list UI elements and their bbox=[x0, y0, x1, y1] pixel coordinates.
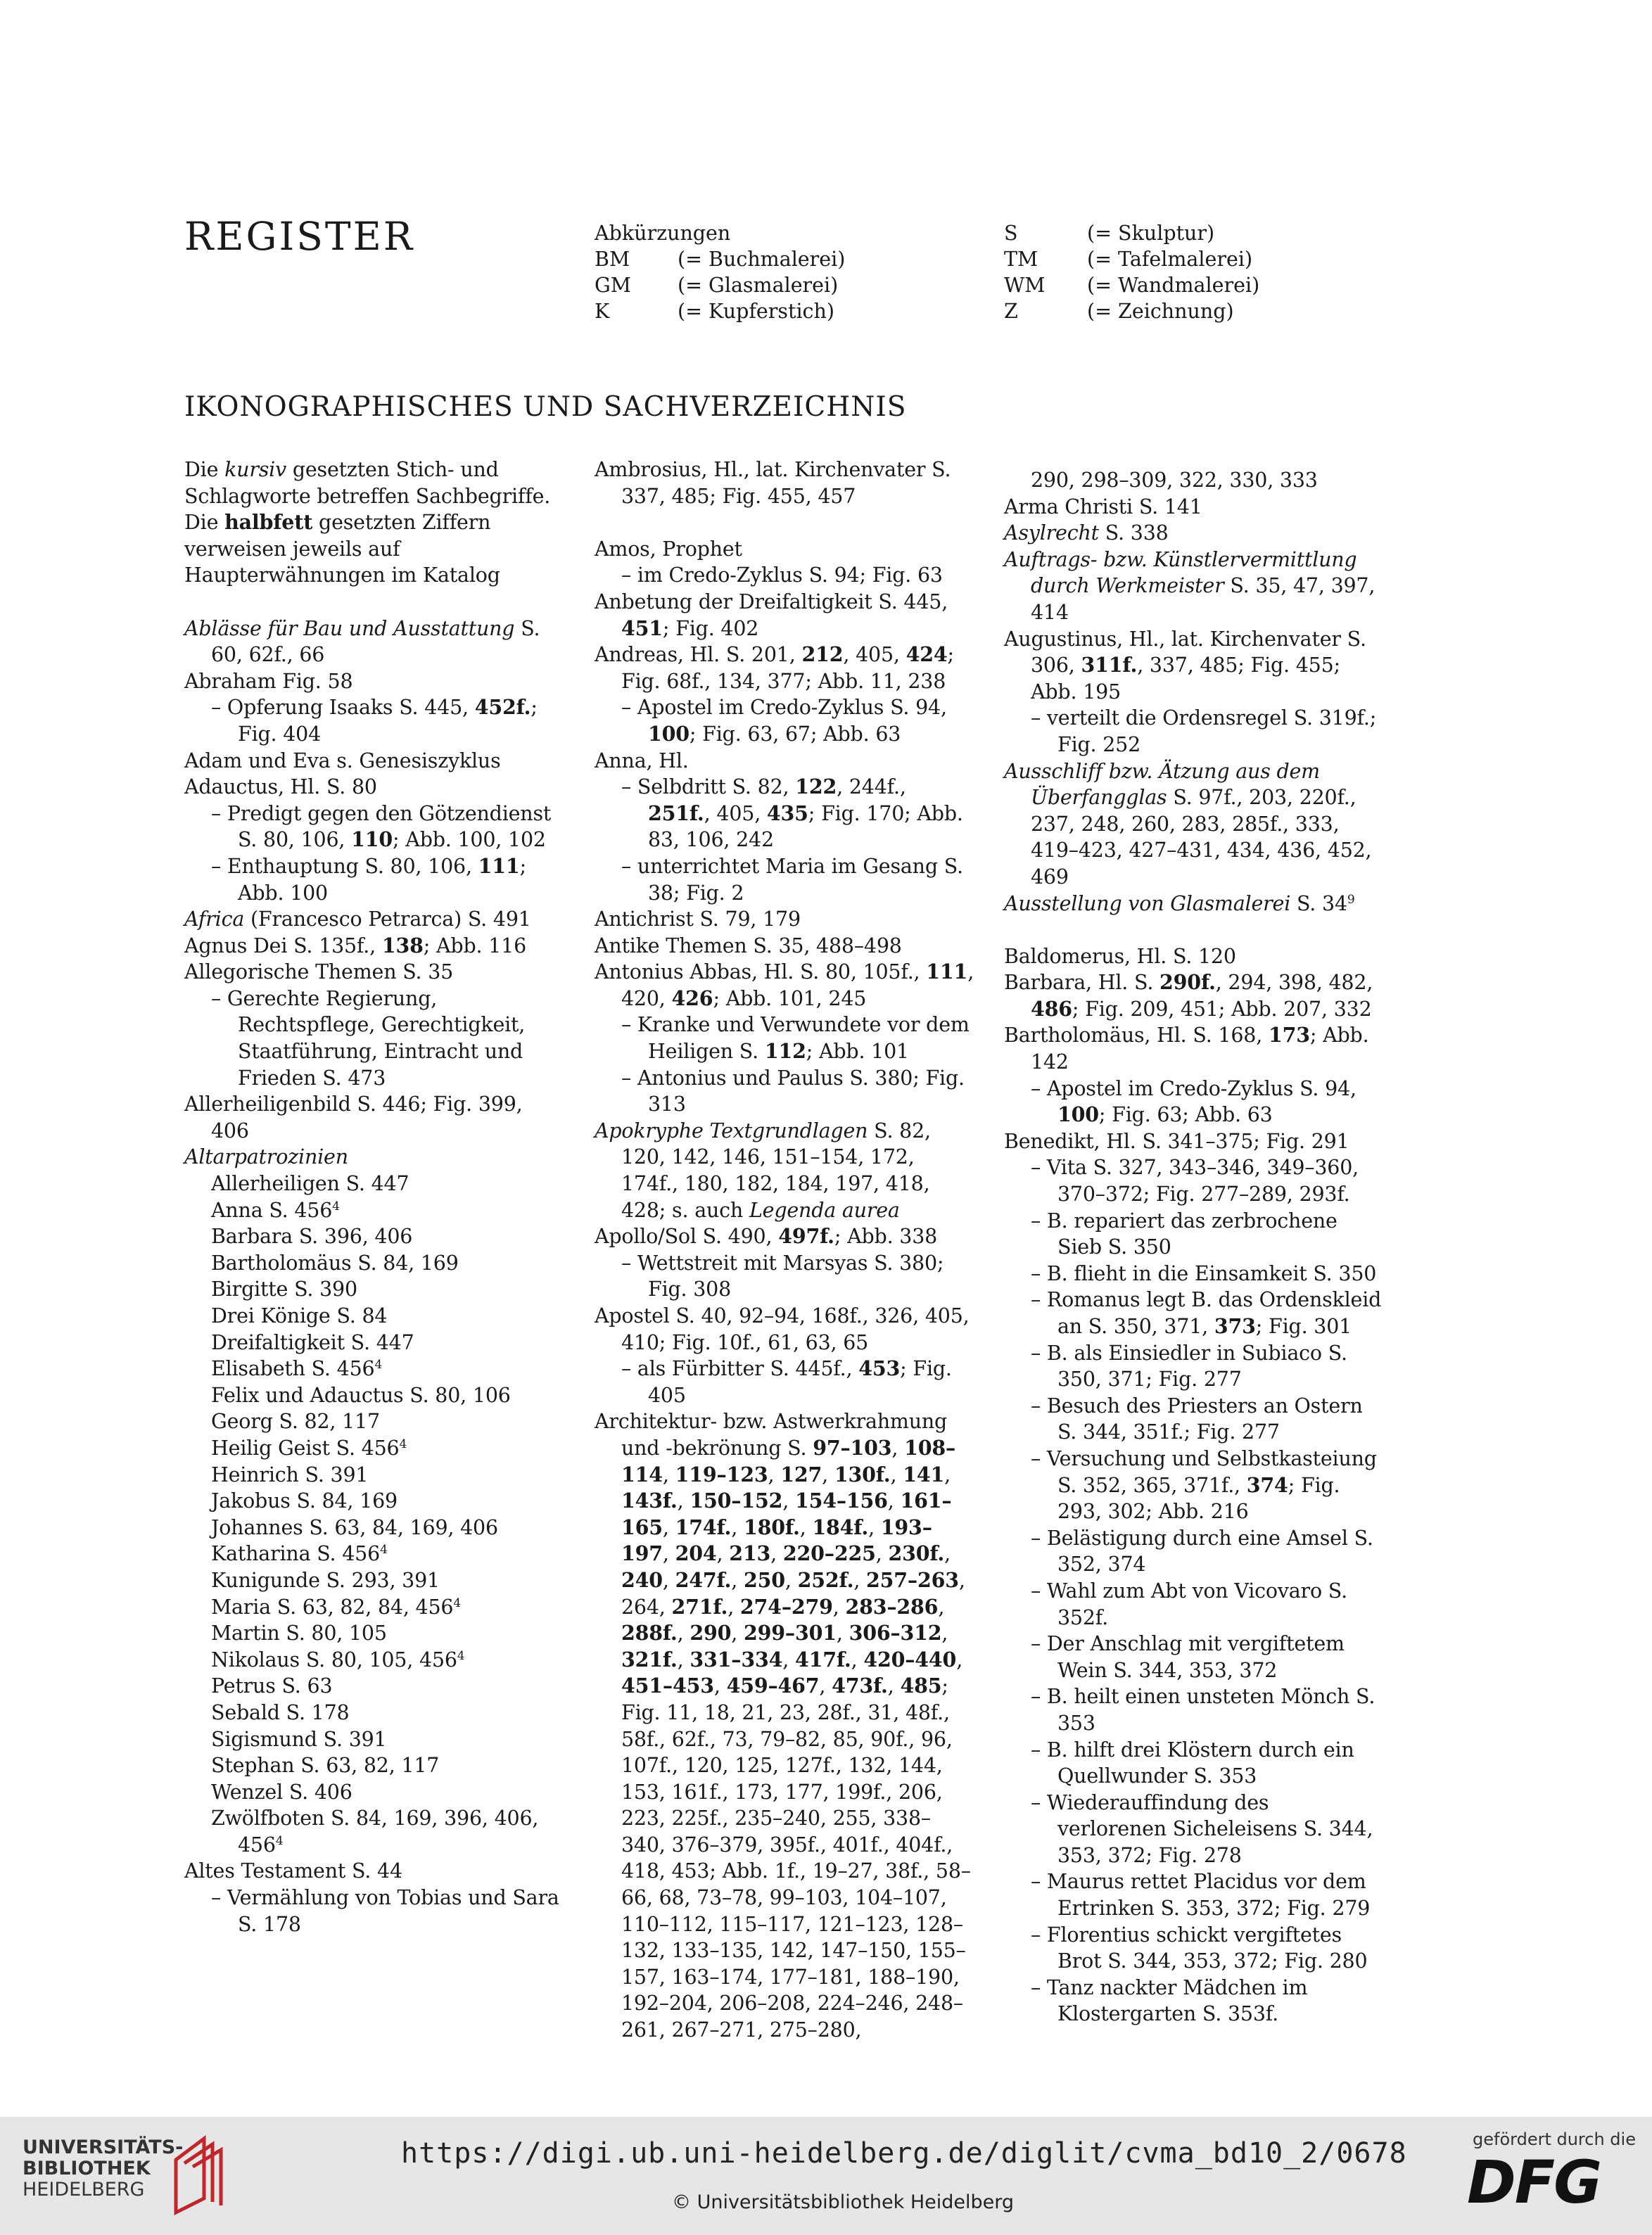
abbreviations-left bbox=[595, 220, 845, 324]
dfg-logo: DFG bbox=[1467, 2148, 1601, 2217]
index-entry: Antike Themen S. 35, 488–498 bbox=[595, 934, 902, 957]
permalink-url[interactable]: https://digi.ub.uni-heidelberg.de/diglit/cvma_bd10_2/0678 bbox=[401, 2137, 1407, 2170]
index-entry: Sebald S. 178 bbox=[211, 1700, 350, 1724]
index-entry: – Apostel im Credo-Zyklus S. 94, 100; Fig. 63, 67; Abb. 63 bbox=[621, 696, 947, 746]
index-entry: Maria S. 63, 82, 84, $456^4$ bbox=[211, 1595, 462, 1619]
index-entry: Anna, Hl. bbox=[595, 749, 689, 772]
index-entry: Martin S. 80, 105 bbox=[211, 1622, 387, 1645]
index-entry: – Selbdritt S. 82, 122, 244f., 251f., 405, 435; Fig. 170; Abb. 83, 106, 242 bbox=[621, 775, 963, 852]
index-entry: Ablässe für Bau und Ausstattung S. 60, 62f., 66 bbox=[184, 616, 540, 667]
index-entry: – Maurus rettet Placidus vor dem Ertrinken S. 353, 372; Fig. 279 bbox=[1031, 1870, 1371, 1921]
index-column-2 bbox=[595, 457, 974, 2044]
index-entry: Benedikt, Hl. S. 341–375; Fig. 291 bbox=[1004, 1129, 1349, 1153]
index-entry: Bartholomäus S. 84, 169 bbox=[211, 1251, 459, 1275]
index-entry: Architektur- bzw. Astwerkrahmung und -bekrönung S. 97–103, 108–114, 119–123, 127, 130f., 141, 143f., 150–152, 154–156, 161–165, 174f., 180f., 184f., 193–197, 204, 213, 220–225, 230f., 240, 247f., 250, 252f., 257–263, 264, 271f., 274–279, 283–286, 288f., 290, 299–301, 306–312, 321f., 331–334, 417f., 420–440, 451–453, 459–467, 473f., 485; Fig. 11, 18, 21, 23, 28f., 31, 48f., 58f., 62f., 73, 79–82, 85, 90f., 96, 107f., 120, 125, 127f., 132, 144, 153, 161f., 173, 177, 199f., 206, 223, 225f., 235–240, 255, 338–340, 376–379, 395f., 401f., 404f., 418, 453; Abb. 1f., 19–27, 38f., 58–66, 68, 73–78, 99–103, 104–107, 110–112, 115–117, 121–123, 128–132, 133–135, 142, 147–150, 155–157, 163–174, 177–181, 188–190, 192–204, 206–208, 224–246, 248–261, 267–271, 275–280, bbox=[595, 1410, 971, 2042]
index-entry: Abraham Fig. 58 bbox=[184, 669, 353, 693]
index-entry: – Enthauptung S. 80, 106, 111; Abb. 100 bbox=[211, 853, 526, 905]
index-entry: – Besuch des Priesters an Ostern S. 344, 351f.; Fig. 277 bbox=[1031, 1394, 1363, 1444]
index-entry: – Tanz nackter Mädchen im Klostergarten S. 353f. bbox=[1031, 1975, 1308, 2026]
index-entry: – Vermählung von Tobias und Sara S. 178 bbox=[211, 1886, 559, 1936]
index-entry: Johannes S. 63, 84, 169, 406 bbox=[211, 1515, 498, 1539]
index-entry: Nikolaus S. 80, 105, $456^4$ bbox=[211, 1648, 465, 1672]
index-entry: – B. hilft drei Klöstern durch ein Quellwunder S. 353 bbox=[1031, 1738, 1354, 1788]
footer-bar bbox=[0, 2117, 1652, 2235]
index-entry: – Vita S. 327, 343–346, 349–360, 370–372; Fig. 277–289, 293f. bbox=[1031, 1156, 1359, 1206]
abbreviation-row: BM (= Buchmalerei) bbox=[595, 248, 846, 271]
index-entry: Allegorische Themen S. 35 bbox=[184, 960, 454, 984]
index-entry: – B. flieht in die Einsamkeit S. 350 bbox=[1031, 1261, 1377, 1285]
intro-note: Die kursiv gesetzten Stich- und Schlagworte betreffen Sachbegriffe. Die halbfett gesetzten Ziffern verweisen jeweils auf Haupterwähnungen im Katalog bbox=[184, 458, 551, 587]
index-entry: Drei Könige S. 84 bbox=[211, 1304, 388, 1327]
index-entry: – als Fürbitter S. 445f., 453; Fig. 405 bbox=[621, 1356, 952, 1407]
index-entry: Antonius Abbas, Hl. S. 80, 105f., 111, 420, 426; Abb. 101, 245 bbox=[595, 960, 974, 1010]
index-entry: Katharina S. $456^4$ bbox=[211, 1542, 388, 1566]
index-entry: Ausschliff bzw. Ätzung aus dem Überfangglas S. 97f., 203, 220f., 237, 248, 260, 283, 285f., 333, 419–423, 427–431, 434, 436, 452, 469 bbox=[1004, 759, 1372, 889]
index-entry: – Wiederauffindung des verlorenen Sicheleisens S. 344, 353, 372; Fig. 278 bbox=[1031, 1790, 1373, 1867]
index-entry: Zwölfboten S. 84, 169, 396, 406, $456^4$ bbox=[211, 1807, 539, 1857]
index-entry: Arma Christi S. 141 bbox=[1004, 495, 1202, 518]
index-entry: Ambrosius, Hl., lat. Kirchenvater S. 337, 485; Fig. 455, 457 bbox=[595, 458, 951, 508]
index-entry: Adam und Eva s. Genesiszyklus bbox=[184, 749, 501, 772]
abbreviation-row: TM (= Tafelmalerei) bbox=[1004, 248, 1253, 271]
index-entry: Asylrecht S. 338 bbox=[1004, 521, 1169, 545]
index-entry: Birgitte S. 390 bbox=[211, 1278, 357, 1301]
index-entry: Stephan S. 63, 82, 117 bbox=[211, 1754, 440, 1778]
index-entry: Altarpatrozinien bbox=[184, 1145, 348, 1169]
index-column-1 bbox=[184, 457, 564, 1937]
library-logo-icon bbox=[169, 2132, 232, 2216]
index-entry: – Apostel im Credo-Zyklus S. 94, 100; Fig. 63; Abb. 63 bbox=[1031, 1076, 1356, 1127]
index-entry: – Wahl zum Abt von Vicovaro S. 352f. bbox=[1031, 1579, 1347, 1629]
abbreviation-row: K (= Kupferstich) bbox=[595, 300, 834, 323]
library-logo-text: UNIVERSITÄTS- BIBLIOTHEK HEIDELBERG bbox=[23, 2137, 184, 2201]
index-entry: – im Credo-Zyklus S. 94; Fig. 63 bbox=[621, 563, 943, 587]
index-entry: – Florentius schickt vergiftetes Brot S. 344, 353, 372; Fig. 280 bbox=[1031, 1923, 1368, 1973]
index-entry: Adauctus, Hl. S. 80 bbox=[184, 775, 377, 799]
index-entry: Agnus Dei S. 135f., 138; Abb. 116 bbox=[184, 933, 527, 957]
index-entry: Amos, Prophet bbox=[595, 537, 742, 561]
section-heading: IKONOGRAPHISCHES UND SACHVERZEICHNIS bbox=[184, 391, 907, 423]
index-entry: – B. als Einsiedler in Subiaco S. 350, 371; Fig. 277 bbox=[1031, 1341, 1347, 1392]
index-entry: Sigismund S. 391 bbox=[211, 1727, 387, 1751]
index-entry: Heinrich S. 391 bbox=[211, 1463, 369, 1486]
abbreviation-row: GM (= Glasmalerei) bbox=[595, 274, 839, 297]
index-entry: Allerheiligen S. 447 bbox=[211, 1172, 409, 1196]
index-entry: Barbara, Hl. S. 290f., 294, 398, 482, 486; Fig. 209, 451; Abb. 207, 332 bbox=[1004, 970, 1373, 1021]
index-entry: 290, 298–309, 322, 330, 333 bbox=[1031, 469, 1318, 492]
index-entry: – Opferung Isaaks S. 445, 452f.; Fig. 404 bbox=[211, 695, 538, 746]
index-entry: Heilig Geist S. $456^4$ bbox=[211, 1436, 407, 1460]
index-entry: Anbetung der Dreifaltigkeit S. 445, 451; Fig. 402 bbox=[595, 590, 948, 640]
index-entry: – Gerechte Regierung, Rechtspflege, Gerechtigkeit, Staatführung, Eintracht und Frieden S. 473 bbox=[211, 986, 526, 1090]
index-entry: – Kranke und Verwundete vor dem Heiligen S. 112; Abb. 101 bbox=[621, 1013, 970, 1064]
index-column-3 bbox=[1004, 467, 1384, 2027]
index-entry: – verteilt die Ordensregel S. 319f.; Fig. 252 bbox=[1031, 706, 1377, 756]
index-entry: Africa (Francesco Petrarca) S. 491 bbox=[184, 908, 531, 931]
abbreviation-row: S (= Skulptur) bbox=[1004, 222, 1215, 245]
index-entry: – Antonius und Paulus S. 380; Fig. 313 bbox=[621, 1066, 965, 1116]
page-title: REGISTER bbox=[184, 214, 415, 259]
index-entry: Petrus S. 63 bbox=[211, 1674, 333, 1698]
index-entry: Kunigunde S. 293, 391 bbox=[211, 1568, 440, 1592]
index-entry: Wenzel S. 406 bbox=[211, 1780, 352, 1804]
abbreviation-row: Z (= Zeichnung) bbox=[1004, 300, 1234, 323]
index-entry: Bartholomäus, Hl. S. 168, 173; Abb. 142 bbox=[1004, 1023, 1369, 1074]
index-entry: Ausstellung von Glasmalerei S. $34^9$ bbox=[1004, 891, 1355, 915]
index-entry: – Predigt gegen den Götzendienst S. 80, 106, 110; Abb. 100, 102 bbox=[211, 801, 552, 852]
index-entry: Dreifaltigkeit S. 447 bbox=[211, 1330, 414, 1354]
index-entry: – Wettstreit mit Marsyas S. 380; Fig. 308 bbox=[621, 1251, 944, 1301]
index-entry: Barbara S. 396, 406 bbox=[211, 1225, 413, 1249]
index-entry: Auftrags- bzw. Künstlervermittlung durch Werkmeister S. 35, 47, 397, 414 bbox=[1004, 547, 1375, 624]
index-entry: Apostel S. 40, 92–94, 168f., 326, 405, 410; Fig. 10f., 61, 63, 65 bbox=[595, 1304, 970, 1354]
index-entry: Apollo/Sol S. 490, 497f.; Abb. 338 bbox=[595, 1224, 938, 1249]
index-entry: – Romanus legt B. das Ordenskleid an S. 350, 371, 373; Fig. 301 bbox=[1031, 1288, 1382, 1338]
index-entry: Felix und Adauctus S. 80, 106 bbox=[211, 1383, 511, 1407]
funding-note: gefördert durch die bbox=[1473, 2129, 1636, 2149]
index-entry: Baldomerus, Hl. S. 120 bbox=[1004, 944, 1236, 968]
index-entry: Jakobus S. 84, 169 bbox=[211, 1489, 398, 1513]
index-entry: Apokryphe Textgrundlagen S. 82, 120, 142, 146, 151–154, 172, 174f., 180, 182, 184, 197, 418, 428; s. auch Legenda aurea bbox=[595, 1119, 931, 1222]
index-entry: Allerheiligenbild S. 446; Fig. 399, 406 bbox=[184, 1093, 523, 1142]
index-entry: – Der Anschlag mit vergiftetem Wein S. 344, 353, 372 bbox=[1031, 1632, 1345, 1682]
index-entry: – Belästigung durch eine Amsel S. 352, 374 bbox=[1031, 1526, 1373, 1577]
index-entry: – B. repariert das zerbrochene Sieb S. 350 bbox=[1031, 1209, 1338, 1259]
index-entry: – Versuchung und Selbstkasteiung S. 352, 365, 371f., 374; Fig. 293, 302; Abb. 216 bbox=[1031, 1446, 1377, 1524]
copyright-notice: © Universitätsbibliothek Heidelberg bbox=[672, 2191, 1015, 2213]
index-entry: Georg S. 82, 117 bbox=[211, 1410, 380, 1434]
abbreviations-heading: Abkürzungen bbox=[595, 222, 731, 245]
index-entry: Augustinus, Hl., lat. Kirchenvater S. 306, 311f., 337, 485; Fig. 455; Abb. 195 bbox=[1004, 627, 1366, 703]
index-entry: Antichrist S. 79, 179 bbox=[595, 908, 801, 931]
index-entry: Altes Testament S. 44 bbox=[184, 1859, 402, 1883]
index-entry: Andreas, Hl. S. 201, 212, 405, 424; Fig. 68f., 134, 377; Abb. 11, 238 bbox=[595, 642, 954, 693]
index-entry: Anna S. $456^4$ bbox=[211, 1198, 340, 1222]
index-entry: – unterrichtet Maria im Gesang S. 38; Fig. 2 bbox=[621, 854, 963, 905]
index-entry: Elisabeth S. $456^4$ bbox=[211, 1357, 383, 1381]
abbreviations-right bbox=[1004, 220, 1259, 324]
index-entry: – B. heilt einen unsteten Mönch S. 353 bbox=[1031, 1685, 1375, 1735]
abbreviation-row: WM (= Wandmalerei) bbox=[1004, 274, 1260, 297]
